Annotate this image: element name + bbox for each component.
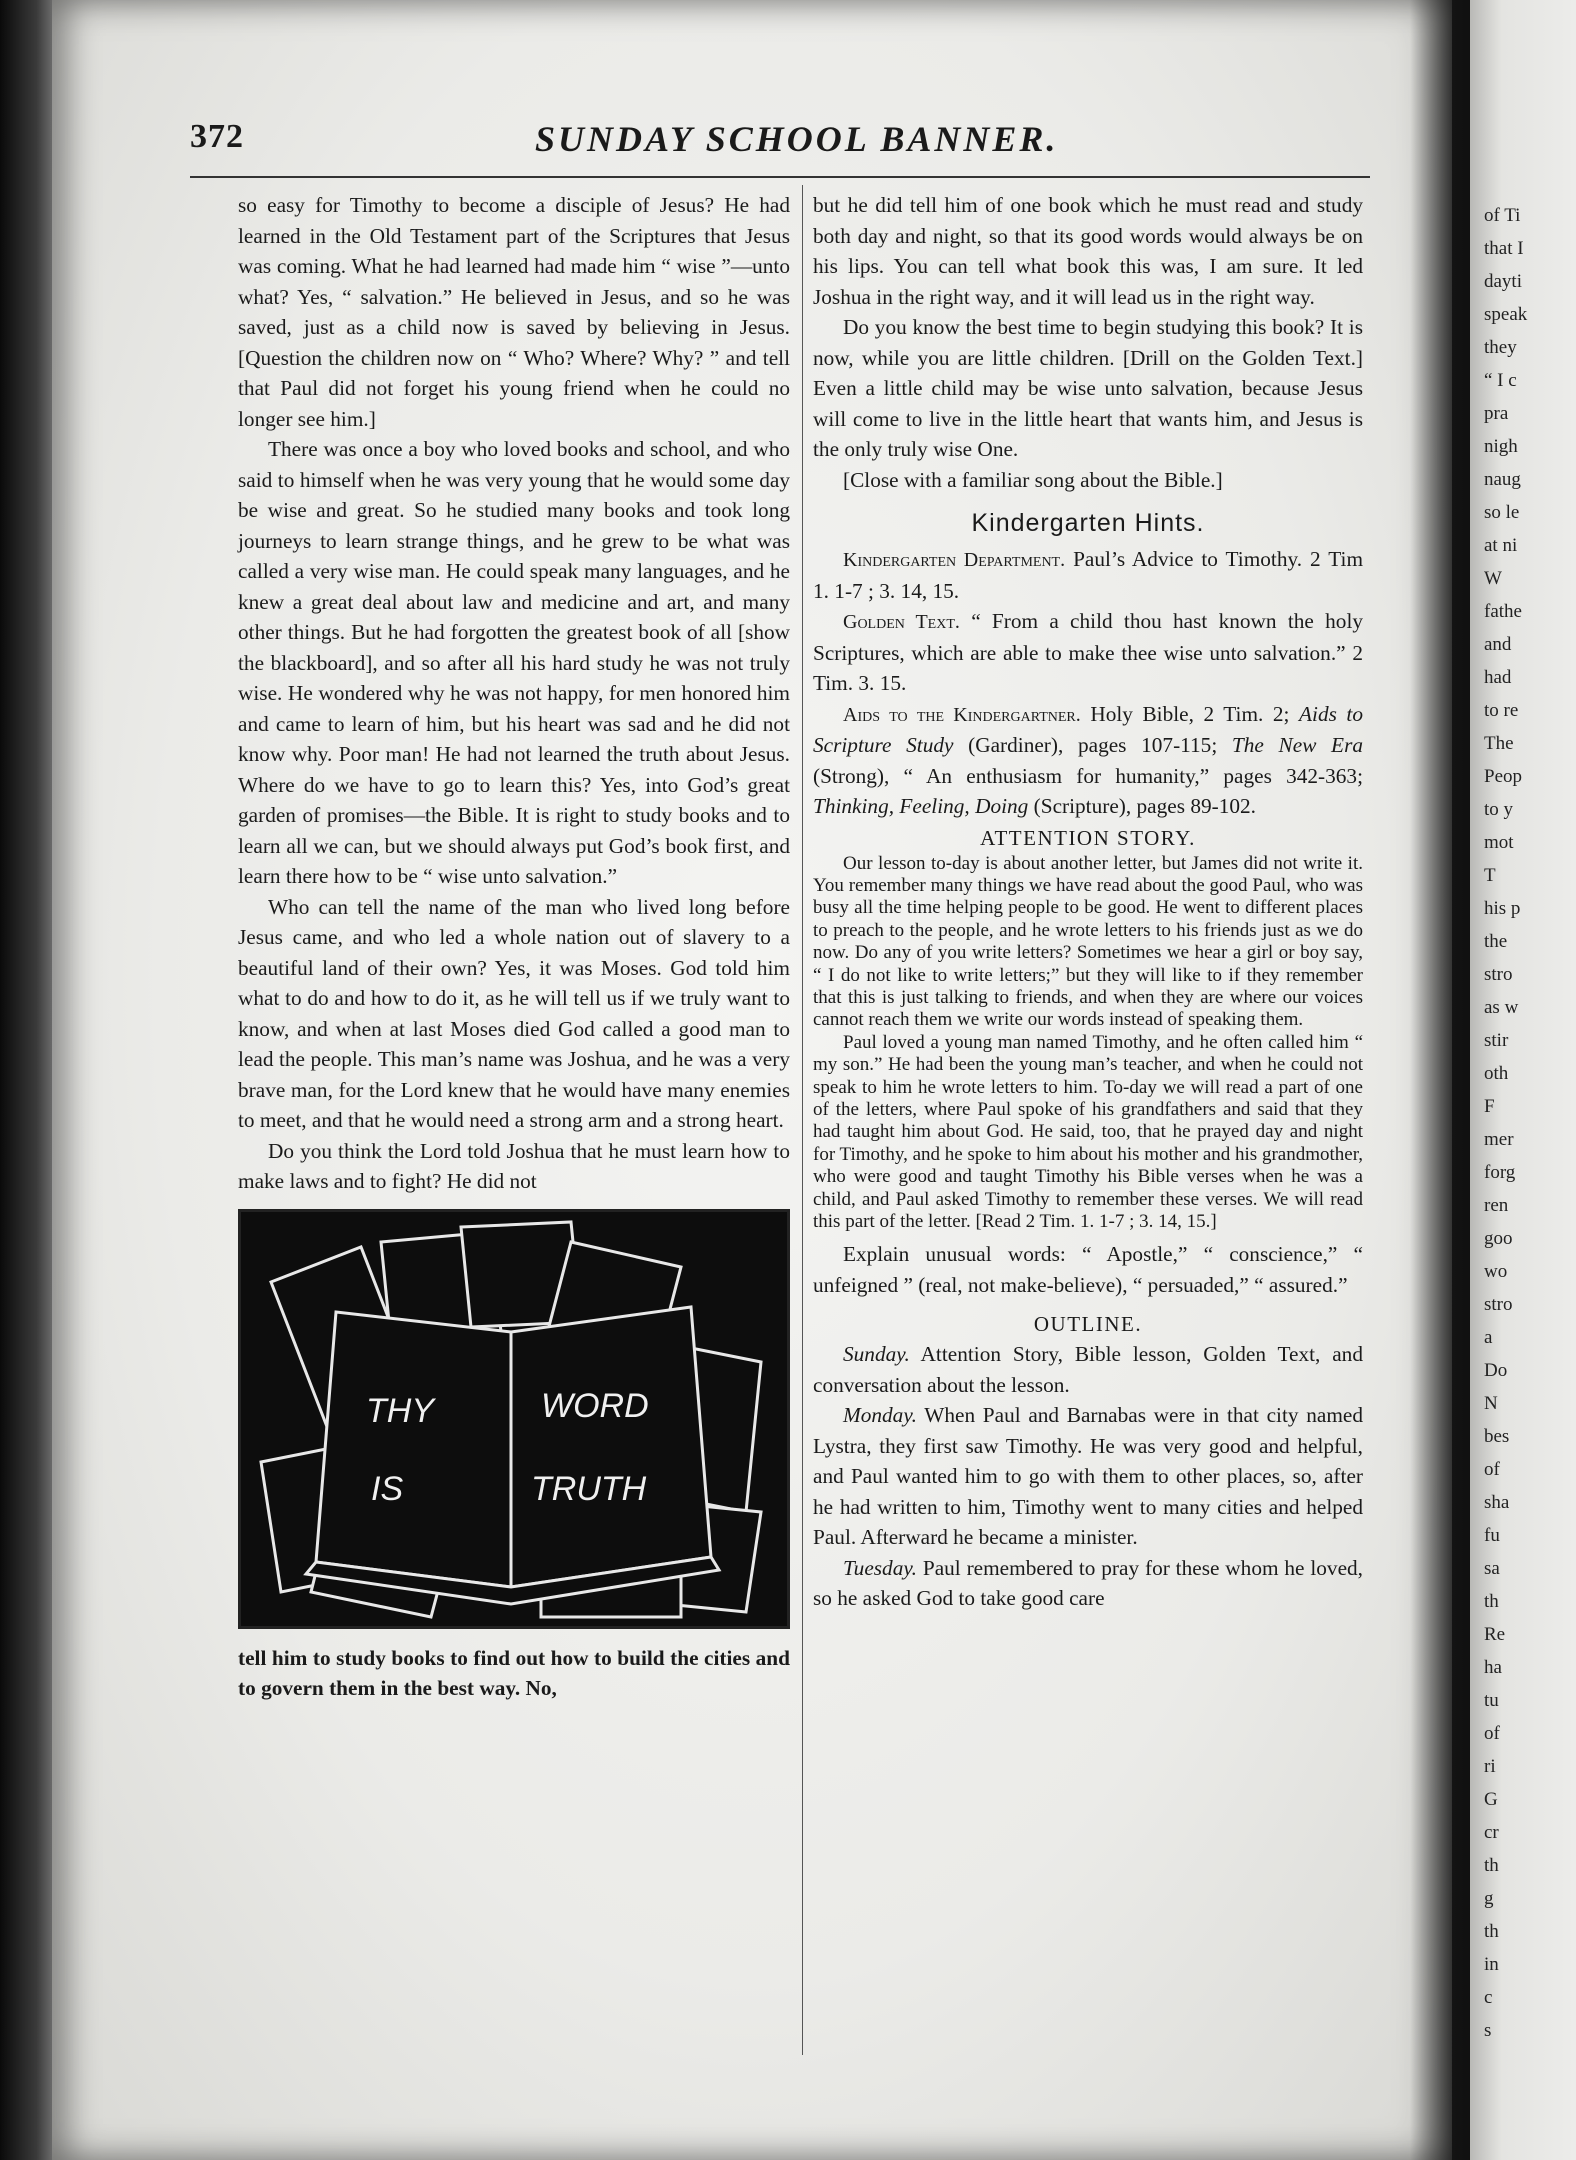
adjacent-page-fragment: G: [1484, 1789, 1498, 1810]
board-word-is: IS: [371, 1469, 404, 1508]
adjacent-page-fragment: wo: [1484, 1261, 1508, 1282]
adjacent-page-fragment: of: [1484, 1459, 1500, 1480]
blackboard-illustration: [238, 1209, 790, 1629]
day-label: Sunday.: [843, 1342, 910, 1367]
paragraph: tell him to study books to find out how to build the cities and to govern them in the best way. No,: [238, 1645, 790, 1700]
page-number: 372: [190, 118, 244, 155]
text: “ From a child thou hast known the holy Scriptures, which are able to make thee wise unto salvation.” 2 Tim. 3. 15.: [813, 609, 1364, 695]
adjacent-page-fragment: his p: [1484, 898, 1521, 919]
adjacent-page-fragment: so le: [1484, 502, 1520, 523]
attention-story-heading: ATTENTION STORY.: [980, 825, 1196, 850]
text: Attention Story, Bible lesson, Golden Text, and conversation about the lesson.: [813, 1342, 1363, 1397]
adjacent-page-fragment: ha: [1484, 1657, 1502, 1678]
paragraph: [Close with a familiar song about the Bible.]: [843, 467, 1223, 492]
paragraph: but he did tell him of one book which he must read and study both day and night, so that its good words would always be on his lips. You can tell what book this was, I am sure. It led Joshua in the right way, and it will lead us in the right way.: [813, 193, 1363, 309]
adjacent-page-fragment: F: [1484, 1096, 1495, 1117]
explain-words: Explain unusual words: “ Apostle,” “ conscience,” “ unfeigned ” (real, not make-believe), “ persuaded,” “ assured.”: [813, 1242, 1363, 1297]
adjacent-page-fragment: th: [1484, 1855, 1499, 1876]
paragraph: There was once a boy who loved books and school, and who said to himself when he was very young that he would some day be wise and great. So he studied many books and took long journeys to learn strange things, and he grew to be what was called a very wise man. He could speak many languages, and he knew a great deal about law and medicine and art, and many other things. But he had forgotten the greatest book of all [show the blackboard], and so after all his hard study he was not truly wise. He wondered why he was not happy, for men honored him and came to learn of him, but his heart was sad and he did not know why. Poor man! He had not learned the truth about Jesus. Where do we have to go to learn this? Yes, into God’s great garden of promises—the Bible. It is right to study books and to learn all we can, but we should always put God’s book first, and learn there how to be “ wise unto salvation.”: [238, 437, 790, 888]
outline-tuesday: [813, 1553, 1363, 1614]
text: Paul remembered to pray for these whom he loved, so he asked God to take good care: [813, 1555, 1364, 1611]
adjacent-page-fragment: th: [1484, 1591, 1499, 1612]
board-word-thy: THY: [366, 1391, 434, 1430]
text: Holy Bible, 2 Tim. 2;: [1090, 701, 1290, 726]
adjacent-page-fragment: of Ti: [1484, 205, 1521, 226]
adjacent-page-fragment: naug: [1484, 469, 1521, 490]
adjacent-page-fragment: ren: [1484, 1195, 1509, 1216]
story-paragraph: Our lesson to-day is about another letter, but James did not write it. You remember many things we have read about the good Paul, who was busy all the time helping people to be good. He went to different places to preach to the people, and he wrote letters to his friends just as we do now. Do any of you write letters? Sometimes we hear a girl or boy say, “ I do not like to write letters;” but they will like to if they remember that this is just talking to friends, and when they are where our voices cannot reach them we write our words instead of speaking them.: [813, 852, 1363, 1031]
day-label: Monday.: [843, 1403, 917, 1428]
adjacent-page-fragment: Re: [1484, 1624, 1506, 1645]
adjacent-page-fragment: g: [1484, 1888, 1494, 1909]
bible-left-page: [316, 1312, 511, 1587]
outline-monday: [813, 1400, 1363, 1553]
text: (Scripture), pages 89-102.: [1033, 794, 1257, 818]
adjacent-page-fragment: the: [1484, 931, 1508, 952]
book-title: The New Era: [1231, 733, 1364, 757]
kindergarten-department: [813, 544, 1363, 606]
adjacent-page-fragment: Do: [1484, 1360, 1508, 1381]
adjacent-page-fragment: ri: [1484, 1756, 1496, 1777]
story-paragraph: Paul loved a young man named Timothy, and he often called him “ my son.” He had been the young man’s teacher, and when he could not speak to him he wrote letters to him. To-day we will read a part of one of the letters, where Paul spoke of his grandfathers and said that they had taught him about God. He said, too, that he prayed day and night for Timothy, and he spoke to him about his mother and his grandmother, who were good and taught Timothy his Bible verses when he was a child, and Paul asked Timothy to remember these verses. We will read this part of the letter. [Read 2 Tim. 1. 1-7 ; 3. 14, 15.]: [813, 1031, 1364, 1232]
adjacent-page-fragment: fu: [1484, 1525, 1500, 1546]
open-bible-drawing: [241, 1212, 787, 1626]
adjacent-page-fragment: s: [1484, 2020, 1492, 2041]
outline-sunday: [813, 1339, 1363, 1400]
paragraph: Who can tell the name of the man who lived long before Jesus came, and who led a whole nation out of slavery to a beautiful land of their own? Yes, it was Moses. God told him what to do and how to do it, as he will tell us if we truly want to know, and when at last Moses died God called a good man to lead the people. This man’s name was Joshua, and he was a very brave man, for the Lord knew that he would have many enemies to meet, and that he would need a strong arm and a strong heart.: [238, 894, 790, 1132]
adjacent-page-fragment: dayti: [1484, 271, 1522, 292]
adjacent-page-fragment: that I: [1484, 238, 1524, 259]
adjacent-page-fragment: The: [1484, 733, 1514, 754]
adjacent-page-fragment: to re: [1484, 700, 1519, 721]
header-rule: [190, 176, 1370, 178]
adjacent-page-fragment: bes: [1484, 1426, 1510, 1447]
outline-heading: OUTLINE.: [1033, 1312, 1143, 1337]
column-divider: [802, 185, 803, 2055]
text: When Paul and Barnabas were in that city named Lystra, they first saw Timothy. He was very good and helpful, and Paul wanted him to go with them to other places, so, after he had written to him, Timothy went to many cities and helped Paul. Afterward he became a minister.: [813, 1403, 1363, 1550]
label: Aids to the Kindergartner.: [843, 703, 1081, 726]
board-word-truth: TRUTH: [531, 1469, 647, 1508]
left-column: [238, 190, 790, 1704]
adjacent-page-fragment: mot: [1484, 832, 1514, 853]
right-column: [813, 190, 1363, 1614]
paragraph: Do you know the best time to begin studying this book? It is now, while you are little children. [Drill on the Golden Text.] Even a little child may be wise unto salvation, because Jesus will come to live in the little heart that wants him, and Jesus is the only truly wise One.: [813, 315, 1363, 461]
adjacent-page-fragment: Peop: [1484, 766, 1522, 787]
board-word-word: WORD: [541, 1386, 649, 1425]
adjacent-page-fragment: cr: [1484, 1822, 1499, 1843]
book-title: Thinking, Feeling, Doing: [813, 794, 1029, 818]
adjacent-page-fragment: sha: [1484, 1492, 1510, 1513]
label: Golden Text.: [843, 611, 960, 633]
adjacent-page-fragment: had: [1484, 667, 1512, 688]
adjacent-page-fragment: stro: [1484, 1294, 1513, 1315]
adjacent-page-fragment: at ni: [1484, 535, 1518, 556]
adjacent-page-fragment: in: [1484, 1954, 1499, 1975]
adjacent-page-fragment: pra: [1484, 403, 1509, 424]
day-label: Tuesday.: [843, 1555, 917, 1580]
adjacent-page-fragment: a: [1484, 1327, 1493, 1348]
book-spine: [0, 0, 52, 2160]
kindergarten-heading: Kindergarten Hints.: [971, 509, 1205, 537]
aids-to-kindergartner: [813, 699, 1363, 822]
paragraph: Do you think the Lord told Joshua that he must learn how to make laws and to fight? He did not: [238, 1138, 790, 1193]
adjacent-page-fragment: forg: [1484, 1162, 1516, 1183]
text: (Gardiner), pages 107-115;: [968, 733, 1218, 757]
adjacent-page-fragment: sa: [1484, 1558, 1500, 1579]
adjacent-page-fragment: mer: [1484, 1129, 1514, 1150]
adjacent-page-fragment: to y: [1484, 799, 1514, 820]
adjacent-page-fragment: goo: [1484, 1228, 1513, 1249]
adjacent-page-fragment: oth: [1484, 1063, 1509, 1084]
text: (Strong), “ An enthusiasm for humanity,” pages 342-363;: [813, 763, 1363, 788]
running-title: SUNDAY SCHOOL BANNER.: [535, 119, 1059, 159]
adjacent-page-fragment: W: [1484, 568, 1502, 589]
label: Kindergarten Department.: [843, 549, 1066, 571]
adjacent-page-fragment: stir: [1484, 1030, 1509, 1051]
adjacent-page-fragment: as w: [1484, 997, 1519, 1018]
adjacent-page-fragment: they: [1484, 337, 1517, 358]
paragraph: so easy for Timothy to become a disciple of Jesus? He had learned in the Old Testament part of the Scriptures that Jesus was coming. What he had learned had made him “ wise ”—unto what? Yes, “ salvation.” He believed in Jesus, and so he was saved, just as a child now is saved by believing in Jesus. [Question the children now on “ Who? Where? Why? ” and tell that Paul did not forget his young friend when he could no longer see him.]: [238, 193, 790, 431]
page-header: [190, 118, 1370, 168]
adjacent-page-fragment: stro: [1484, 964, 1513, 985]
adjacent-page-fragment: fathe: [1484, 601, 1522, 622]
adjacent-page-fragment: T: [1484, 865, 1496, 886]
adjacent-page-fragment: nigh: [1484, 436, 1518, 457]
adjacent-page-fragment: of: [1484, 1723, 1500, 1744]
adjacent-page-fragment: th: [1484, 1921, 1499, 1942]
book-title: Aids to Scripture Study: [813, 701, 1363, 757]
golden-text: [813, 606, 1363, 699]
adjacent-page-fragment: and: [1484, 634, 1512, 655]
adjacent-page-fragment: c: [1484, 1987, 1493, 2008]
adjacent-page-fragment: speak: [1484, 304, 1528, 325]
text: Paul’s Advice to Timothy. 2 Tim 1. 1-7 ; 3. 14, 15.: [813, 547, 1364, 603]
adjacent-page-fragment: “ I c: [1484, 370, 1517, 391]
adjacent-page-edge: [1470, 0, 1576, 2160]
gutter-shadow: [1410, 0, 1470, 2160]
adjacent-page-fragment: N: [1484, 1393, 1498, 1414]
bible-right-page: [511, 1307, 711, 1587]
adjacent-page-fragment: tu: [1484, 1690, 1499, 1711]
